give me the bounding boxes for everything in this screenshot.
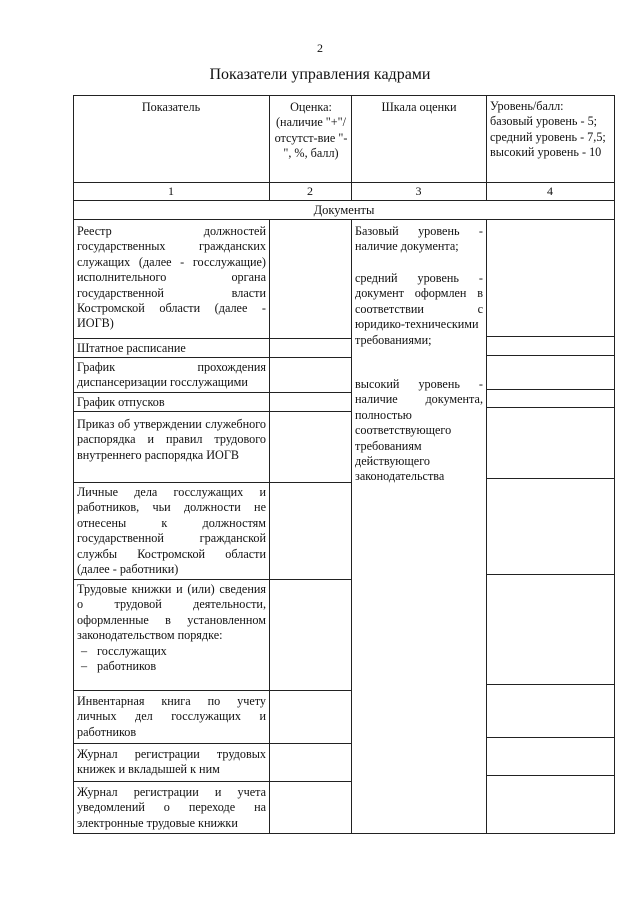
page-number: 2 xyxy=(317,41,323,55)
row-medical-schedule: График прохождения диспансеризации госслужащими xyxy=(77,360,266,390)
row-vacation-schedule: График отпусков xyxy=(77,395,165,409)
header-level-high: высокий уровень - 10 xyxy=(490,145,602,160)
row-work-books-journal: Журнал регистрации трудовых книжек и вкладышей к ним xyxy=(77,747,266,777)
column-number-3: 3 xyxy=(415,184,422,198)
header-level xyxy=(490,99,614,161)
row-inventory-book: Инвентарная книга по учету личных дел госслужащих и работников xyxy=(77,694,266,739)
row-personal-files: Личные дела госслужащих и работников, чьи должности не отнесены к должностям государственной гражданской службы Костромской области (далее - работники) xyxy=(77,485,266,577)
scale-high: высокий уровень - наличие документа, полностью соответствующего требованиям действующего законодательства xyxy=(355,377,483,484)
page-title: Показатели управления кадрами xyxy=(209,66,431,83)
row-order-regulations: Приказ об утверждении служебного распорядка и правил трудового внутреннего распорядка ИОГВ xyxy=(77,417,266,462)
header-assessment: Оценка: (наличие "+"/отсутст-вие "-", %, балл) xyxy=(274,100,348,161)
column-number-4: 4 xyxy=(547,184,553,198)
hr-indicators-table xyxy=(73,95,615,834)
row-work-books-text: Трудовые книжки и (или) сведения о трудовой деятельности, оформленные в установленном законодательством порядке: xyxy=(77,582,266,643)
header-level-basic: базовый уровень - 5; xyxy=(490,114,598,129)
row-work-books-item-2: – работников xyxy=(77,659,266,674)
header-level-title: Уровень/балл: xyxy=(490,99,564,113)
column-number-1: 1 xyxy=(168,184,174,198)
header-scale: Шкала оценки xyxy=(381,100,457,114)
row-work-books xyxy=(77,582,266,674)
column-number-2: 2 xyxy=(307,184,313,198)
row-work-books-item-1: – госслужащих xyxy=(77,644,266,659)
section-title: Документы xyxy=(313,203,375,217)
row-staff-schedule: Штатное расписание xyxy=(77,341,186,355)
scale-medium: средний уровень - документ оформлен в соответствии с юридико-техническими требованиями; xyxy=(355,271,483,347)
scale-basic: Базовый уровень - наличие документа; xyxy=(355,224,483,254)
row-notification-journal: Журнал регистрации и учета уведомлений о переходе на электронные трудовые книжки xyxy=(77,785,266,830)
row-employee-registry: Реестр должностей государственных гражданских служащих (далее - госслужащие) исполнительного органа государственной власти Костромской области (далее - ИОГВ) xyxy=(77,224,266,331)
header-indicator: Показатель xyxy=(141,100,201,114)
header-level-medium: средний уровень - 7,5; xyxy=(490,129,606,144)
